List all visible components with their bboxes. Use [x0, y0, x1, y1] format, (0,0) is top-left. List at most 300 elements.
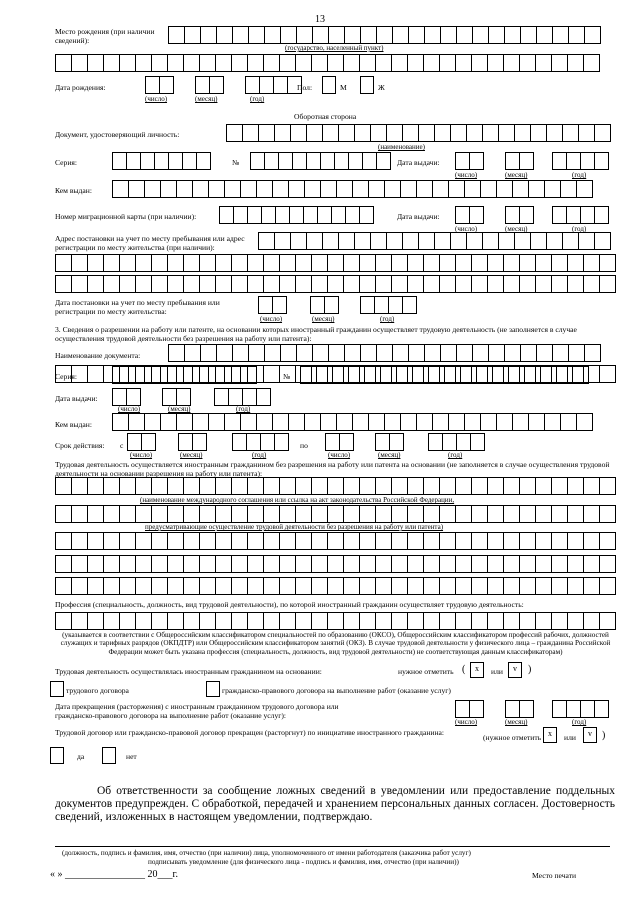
input-cell[interactable]	[168, 477, 184, 495]
input-cell[interactable]	[403, 296, 417, 314]
input-cell[interactable]	[360, 505, 376, 523]
input-cell[interactable]	[296, 275, 312, 293]
input-cell[interactable]	[296, 555, 312, 573]
input-cell[interactable]	[536, 254, 552, 272]
input-cell[interactable]	[200, 532, 216, 550]
input-cell[interactable]	[249, 344, 265, 362]
input-cell[interactable]	[136, 532, 152, 550]
input-cell[interactable]	[312, 532, 328, 550]
input-cell[interactable]	[376, 54, 392, 72]
input-cell[interactable]	[307, 124, 323, 142]
input-cell[interactable]	[451, 124, 467, 142]
permit-issue-month-cells[interactable]	[162, 388, 191, 406]
input-cell[interactable]	[88, 555, 104, 573]
input-cell[interactable]	[216, 275, 232, 293]
input-cell[interactable]	[264, 54, 280, 72]
birth-day-cells[interactable]	[145, 76, 174, 94]
input-cell[interactable]	[264, 555, 280, 573]
input-cell[interactable]	[183, 152, 197, 170]
input-cell[interactable]	[136, 612, 152, 630]
input-cell[interactable]	[280, 254, 296, 272]
input-cell[interactable]	[349, 152, 363, 170]
input-cell[interactable]	[185, 26, 201, 44]
input-cell[interactable]	[536, 555, 552, 573]
without-permit-cells-3[interactable]	[55, 532, 616, 550]
input-cell[interactable]	[489, 344, 505, 362]
input-cell[interactable]	[260, 76, 274, 94]
input-cell[interactable]	[72, 505, 88, 523]
input-cell[interactable]	[179, 433, 193, 451]
input-cell[interactable]	[440, 612, 456, 630]
input-cell[interactable]	[401, 413, 417, 431]
input-cell[interactable]	[376, 505, 392, 523]
input-cell[interactable]	[392, 54, 408, 72]
input-cell[interactable]	[323, 124, 339, 142]
input-cell[interactable]	[520, 275, 536, 293]
input-cell[interactable]	[232, 54, 248, 72]
input-cell[interactable]	[145, 413, 161, 431]
input-cell[interactable]	[361, 344, 377, 362]
input-cell[interactable]	[568, 254, 584, 272]
input-cell[interactable]	[259, 296, 273, 314]
input-cell[interactable]	[305, 413, 321, 431]
input-cell[interactable]	[457, 26, 473, 44]
input-cell[interactable]	[433, 413, 449, 431]
input-cell[interactable]	[229, 388, 243, 406]
validity-from-year-cells[interactable]	[232, 433, 289, 451]
input-cell[interactable]	[145, 366, 161, 384]
input-cell[interactable]	[425, 344, 441, 362]
birth-month-cells[interactable]	[195, 76, 224, 94]
input-cell[interactable]	[304, 206, 318, 224]
registration-year-cells[interactable]	[360, 296, 417, 314]
input-cell[interactable]	[520, 54, 536, 72]
input-cell[interactable]	[136, 477, 152, 495]
input-cell[interactable]	[504, 577, 520, 595]
input-cell[interactable]	[281, 344, 297, 362]
input-cell[interactable]	[257, 388, 271, 406]
input-cell[interactable]	[440, 54, 456, 72]
validity-from-day-cells[interactable]	[127, 433, 156, 451]
input-cell[interactable]	[488, 532, 504, 550]
input-cell[interactable]	[312, 254, 328, 272]
without-permit-cells-1[interactable]	[55, 477, 616, 495]
input-cell[interactable]	[280, 532, 296, 550]
input-cell[interactable]	[88, 254, 104, 272]
input-cell[interactable]	[424, 477, 440, 495]
input-cell[interactable]	[311, 296, 325, 314]
input-cell[interactable]	[129, 366, 145, 384]
input-cell[interactable]	[376, 612, 392, 630]
input-cell[interactable]	[312, 275, 328, 293]
migration-day-cells[interactable]	[455, 206, 484, 224]
input-cell[interactable]	[525, 366, 541, 384]
input-cell[interactable]	[481, 413, 497, 431]
input-cell[interactable]	[595, 206, 609, 224]
input-cell[interactable]	[497, 180, 513, 198]
input-cell[interactable]	[280, 555, 296, 573]
input-cell[interactable]	[377, 152, 391, 170]
input-cell[interactable]	[328, 477, 344, 495]
input-cell[interactable]	[536, 505, 552, 523]
address-cells-2[interactable]	[55, 254, 616, 272]
input-cell[interactable]	[472, 612, 488, 630]
id-series-cells[interactable]	[112, 152, 211, 170]
input-cell[interactable]	[360, 577, 376, 595]
input-cell[interactable]	[72, 577, 88, 595]
input-cell[interactable]	[328, 254, 344, 272]
input-cell[interactable]	[392, 555, 408, 573]
input-cell[interactable]	[337, 180, 353, 198]
input-cell[interactable]	[248, 612, 264, 630]
input-cell[interactable]	[337, 413, 353, 431]
input-cell[interactable]	[264, 254, 280, 272]
input-cell[interactable]	[184, 505, 200, 523]
input-cell[interactable]	[247, 433, 261, 451]
input-cell[interactable]	[344, 532, 360, 550]
input-cell[interactable]	[152, 555, 168, 573]
input-cell[interactable]	[200, 254, 216, 272]
input-cell[interactable]	[293, 152, 307, 170]
input-cell[interactable]	[443, 433, 457, 451]
input-cell[interactable]	[200, 275, 216, 293]
migration-year-cells[interactable]	[552, 206, 609, 224]
input-cell[interactable]	[506, 700, 520, 718]
input-cell[interactable]	[392, 612, 408, 630]
validity-to-year-cells[interactable]	[428, 433, 485, 451]
input-cell[interactable]	[155, 152, 169, 170]
input-cell[interactable]	[584, 54, 600, 72]
input-cell[interactable]	[360, 54, 376, 72]
input-cell[interactable]	[488, 555, 504, 573]
input-cell[interactable]	[449, 180, 465, 198]
input-cell[interactable]	[216, 612, 232, 630]
input-cell[interactable]	[600, 577, 616, 595]
input-cell[interactable]	[340, 433, 354, 451]
input-cell[interactable]	[248, 254, 264, 272]
input-cell[interactable]	[505, 344, 521, 362]
input-cell[interactable]	[113, 388, 127, 406]
input-cell[interactable]	[506, 152, 520, 170]
input-cell[interactable]	[403, 124, 419, 142]
input-cell[interactable]	[345, 26, 361, 44]
permit-doc-name-cells[interactable]	[168, 344, 601, 362]
input-cell[interactable]	[265, 344, 281, 362]
input-cell[interactable]	[440, 555, 456, 573]
input-cell[interactable]	[417, 180, 433, 198]
input-cell[interactable]	[424, 555, 440, 573]
input-cell[interactable]	[536, 532, 552, 550]
input-cell[interactable]	[553, 206, 567, 224]
input-cell[interactable]	[424, 532, 440, 550]
input-cell[interactable]	[104, 54, 120, 72]
input-cell[interactable]	[584, 254, 600, 272]
input-cell[interactable]	[184, 477, 200, 495]
input-cell[interactable]	[216, 505, 232, 523]
input-cell[interactable]	[264, 275, 280, 293]
input-cell[interactable]	[280, 577, 296, 595]
migration-month-cells[interactable]	[505, 206, 534, 224]
input-cell[interactable]	[547, 232, 563, 250]
input-cell[interactable]	[335, 152, 349, 170]
input-cell[interactable]	[536, 54, 552, 72]
issued-by-cells[interactable]	[112, 180, 593, 198]
input-cell[interactable]	[419, 232, 435, 250]
input-cell[interactable]	[232, 577, 248, 595]
input-cell[interactable]	[141, 152, 155, 170]
input-cell[interactable]	[536, 477, 552, 495]
input-cell[interactable]	[56, 54, 72, 72]
permit-series-cells[interactable]	[112, 366, 257, 384]
input-cell[interactable]	[120, 532, 136, 550]
input-cell[interactable]	[584, 275, 600, 293]
input-cell[interactable]	[552, 505, 568, 523]
input-cell[interactable]	[568, 54, 584, 72]
input-cell[interactable]	[513, 180, 529, 198]
input-cell[interactable]	[504, 275, 520, 293]
input-cell[interactable]	[504, 254, 520, 272]
input-cell[interactable]	[88, 577, 104, 595]
input-cell[interactable]	[520, 477, 536, 495]
input-cell[interactable]	[185, 344, 201, 362]
input-cell[interactable]	[136, 54, 152, 72]
input-cell[interactable]	[456, 532, 472, 550]
input-cell[interactable]	[120, 577, 136, 595]
input-cell[interactable]	[264, 577, 280, 595]
input-cell[interactable]	[360, 254, 376, 272]
input-cell[interactable]	[392, 577, 408, 595]
input-cell[interactable]	[127, 152, 141, 170]
input-cell[interactable]	[344, 477, 360, 495]
input-cell[interactable]	[408, 577, 424, 595]
input-cell[interactable]	[248, 206, 262, 224]
input-cell[interactable]	[88, 275, 104, 293]
input-cell[interactable]	[489, 26, 505, 44]
registration-month-cells[interactable]	[310, 296, 339, 314]
without-permit-cells-5[interactable]	[55, 577, 616, 595]
input-cell[interactable]	[552, 54, 568, 72]
input-cell[interactable]	[440, 505, 456, 523]
input-cell[interactable]	[390, 433, 404, 451]
input-cell[interactable]	[408, 532, 424, 550]
input-cell[interactable]	[424, 612, 440, 630]
input-cell[interactable]	[401, 180, 417, 198]
input-cell[interactable]	[152, 477, 168, 495]
input-cell[interactable]	[56, 275, 72, 293]
input-cell[interactable]	[184, 612, 200, 630]
input-cell[interactable]	[424, 54, 440, 72]
input-cell[interactable]	[193, 366, 209, 384]
input-cell[interactable]	[520, 577, 536, 595]
input-cell[interactable]	[72, 275, 88, 293]
input-cell[interactable]	[472, 532, 488, 550]
input-cell[interactable]	[493, 366, 509, 384]
input-cell[interactable]	[216, 54, 232, 72]
input-cell[interactable]	[184, 54, 200, 72]
termination-year-cells[interactable]	[552, 700, 609, 718]
input-cell[interactable]	[88, 532, 104, 550]
input-cell[interactable]	[142, 433, 156, 451]
input-cell[interactable]	[505, 26, 521, 44]
input-cell[interactable]	[291, 232, 307, 250]
input-cell[interactable]	[72, 477, 88, 495]
input-cell[interactable]	[88, 477, 104, 495]
input-cell[interactable]	[339, 232, 355, 250]
input-cell[interactable]	[136, 555, 152, 573]
input-cell[interactable]	[329, 344, 345, 362]
input-cell[interactable]	[360, 275, 376, 293]
input-cell[interactable]	[264, 365, 280, 383]
input-cell[interactable]	[56, 532, 72, 550]
input-cell[interactable]	[520, 700, 534, 718]
input-cell[interactable]	[577, 413, 593, 431]
input-cell[interactable]	[296, 54, 312, 72]
input-cell[interactable]	[184, 532, 200, 550]
input-cell[interactable]	[88, 505, 104, 523]
input-cell[interactable]	[504, 532, 520, 550]
input-cell[interactable]	[520, 505, 536, 523]
input-cell[interactable]	[248, 505, 264, 523]
input-cell[interactable]	[595, 700, 609, 718]
birth-place-cells-2[interactable]	[55, 54, 600, 72]
input-cell[interactable]	[376, 577, 392, 595]
input-cell[interactable]	[472, 477, 488, 495]
input-cell[interactable]	[200, 612, 216, 630]
input-cell[interactable]	[361, 26, 377, 44]
input-cell[interactable]	[168, 54, 184, 72]
input-cell[interactable]	[531, 124, 547, 142]
input-cell[interactable]	[504, 555, 520, 573]
issue-day-cells[interactable]	[455, 152, 484, 170]
input-cell[interactable]	[113, 413, 129, 431]
input-cell[interactable]	[377, 26, 393, 44]
without-permit-cells-2[interactable]	[55, 505, 616, 523]
input-cell[interactable]	[392, 275, 408, 293]
input-cell[interactable]	[136, 577, 152, 595]
input-cell[interactable]	[573, 366, 589, 384]
input-cell[interactable]	[169, 344, 185, 362]
input-cell[interactable]	[257, 413, 273, 431]
input-cell[interactable]	[595, 232, 611, 250]
input-cell[interactable]	[488, 577, 504, 595]
input-cell[interactable]	[440, 577, 456, 595]
input-cell[interactable]	[387, 232, 403, 250]
input-cell[interactable]	[275, 232, 291, 250]
input-cell[interactable]	[537, 26, 553, 44]
input-cell[interactable]	[467, 124, 483, 142]
input-cell[interactable]	[200, 54, 216, 72]
termination-day-cells[interactable]	[455, 700, 484, 718]
input-cell[interactable]	[471, 433, 485, 451]
input-cell[interactable]	[376, 532, 392, 550]
input-cell[interactable]	[409, 344, 425, 362]
input-cell[interactable]	[56, 477, 72, 495]
input-cell[interactable]	[408, 54, 424, 72]
input-cell[interactable]	[581, 206, 595, 224]
input-cell[interactable]	[393, 26, 409, 44]
input-cell[interactable]	[129, 413, 145, 431]
input-cell[interactable]	[488, 505, 504, 523]
input-cell[interactable]	[456, 254, 472, 272]
sex-female-box[interactable]	[360, 76, 374, 94]
input-cell[interactable]	[457, 433, 471, 451]
input-cell[interactable]	[136, 254, 152, 272]
input-cell[interactable]	[321, 180, 337, 198]
input-cell[interactable]	[210, 76, 224, 94]
input-cell[interactable]	[280, 54, 296, 72]
input-cell[interactable]	[363, 152, 377, 170]
input-cell[interactable]	[600, 254, 616, 272]
input-cell[interactable]	[413, 366, 429, 384]
input-cell[interactable]	[296, 532, 312, 550]
input-cell[interactable]	[326, 433, 340, 451]
input-cell[interactable]	[227, 124, 243, 142]
input-cell[interactable]	[579, 232, 595, 250]
input-cell[interactable]	[584, 577, 600, 595]
input-cell[interactable]	[488, 54, 504, 72]
input-cell[interactable]	[128, 433, 142, 451]
input-cell[interactable]	[312, 54, 328, 72]
input-cell[interactable]	[520, 254, 536, 272]
input-cell[interactable]	[456, 54, 472, 72]
input-cell[interactable]	[220, 206, 234, 224]
input-cell[interactable]	[161, 366, 177, 384]
input-cell[interactable]	[585, 26, 601, 44]
input-cell[interactable]	[248, 532, 264, 550]
permit-number-cells[interactable]	[300, 366, 589, 384]
input-cell[interactable]	[274, 76, 288, 94]
input-cell[interactable]	[408, 477, 424, 495]
input-cell[interactable]	[456, 612, 472, 630]
input-cell[interactable]	[353, 180, 369, 198]
input-cell[interactable]	[579, 124, 595, 142]
input-cell[interactable]	[529, 413, 545, 431]
input-cell[interactable]	[248, 577, 264, 595]
input-cell[interactable]	[248, 54, 264, 72]
input-cell[interactable]	[520, 555, 536, 573]
permit-issue-day-cells[interactable]	[112, 388, 141, 406]
input-cell[interactable]	[567, 700, 581, 718]
input-cell[interactable]	[584, 505, 600, 523]
input-cell[interactable]	[509, 366, 525, 384]
sex-male-box[interactable]	[322, 76, 336, 94]
input-cell[interactable]	[440, 275, 456, 293]
input-cell[interactable]	[408, 612, 424, 630]
input-cell[interactable]	[72, 54, 88, 72]
input-cell[interactable]	[152, 532, 168, 550]
input-cell[interactable]	[353, 413, 369, 431]
input-cell[interactable]	[152, 577, 168, 595]
input-cell[interactable]	[419, 124, 435, 142]
input-cell[interactable]	[344, 505, 360, 523]
input-cell[interactable]	[104, 612, 120, 630]
input-cell[interactable]	[201, 26, 217, 44]
input-cell[interactable]	[547, 124, 563, 142]
permit-issue-year-cells[interactable]	[214, 388, 271, 406]
input-cell[interactable]	[456, 555, 472, 573]
input-cell[interactable]	[472, 505, 488, 523]
input-cell[interactable]	[470, 152, 484, 170]
input-cell[interactable]	[346, 206, 360, 224]
input-cell[interactable]	[281, 26, 297, 44]
input-cell[interactable]	[88, 365, 104, 383]
input-cell[interactable]	[290, 206, 304, 224]
input-cell[interactable]	[289, 180, 305, 198]
input-cell[interactable]	[488, 275, 504, 293]
input-cell[interactable]	[424, 505, 440, 523]
input-cell[interactable]	[361, 296, 375, 314]
input-cell[interactable]	[120, 254, 136, 272]
